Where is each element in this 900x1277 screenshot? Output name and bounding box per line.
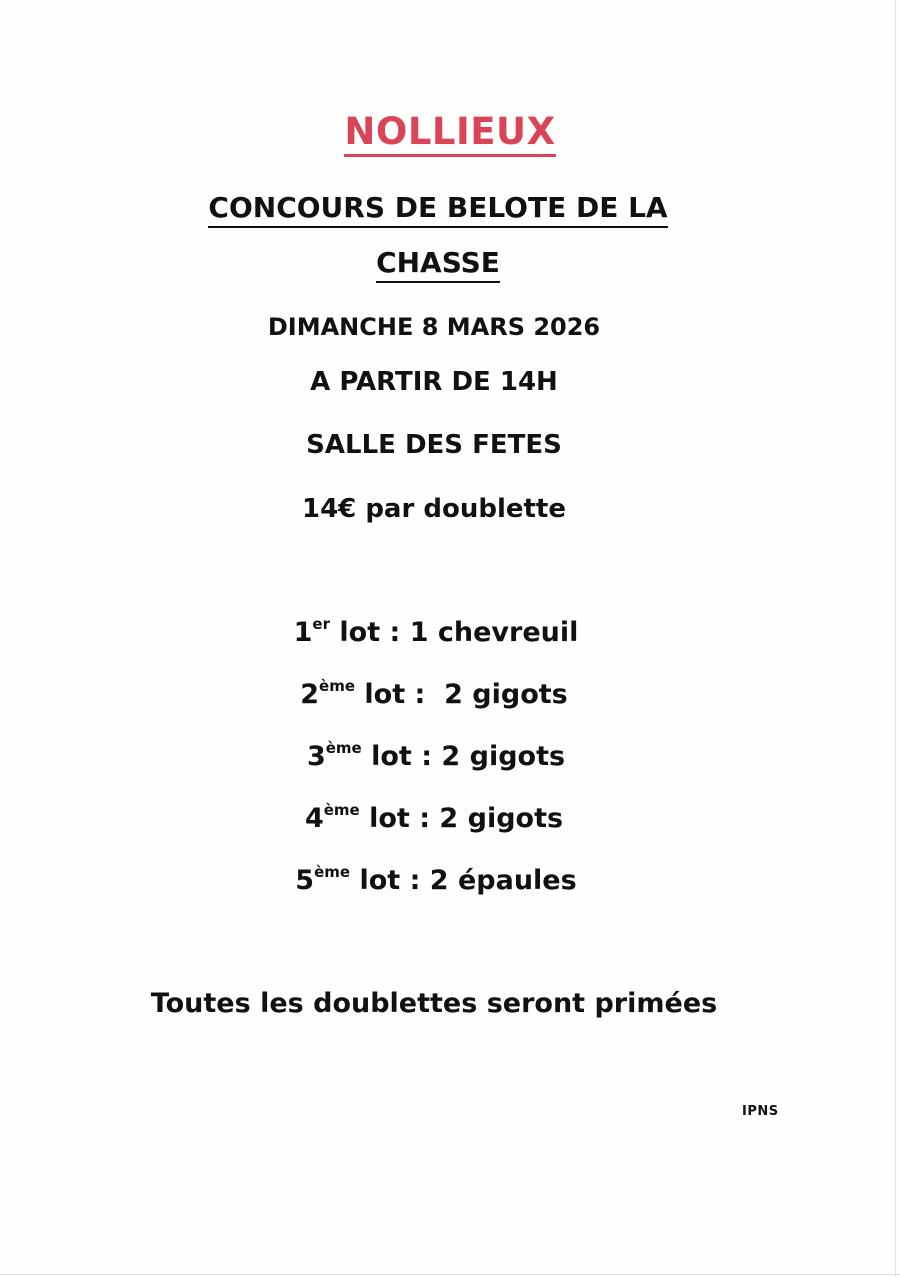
prize-rank-suffix: er [312, 615, 330, 633]
event-date: DIMANCHE 8 MARS 2026 [267, 313, 601, 341]
town-name-heading [0, 110, 900, 157]
prize-item [0, 803, 884, 834]
prize-description: lot : 2 gigots [361, 741, 566, 772]
paper-edge-bottom [0, 1274, 900, 1275]
prize-rank-suffix: ème [323, 801, 360, 819]
event-venue: SALLE DES FETES [306, 430, 562, 460]
prize-rank: 4 [304, 803, 324, 834]
prize-rank: 2 [300, 679, 320, 710]
prize-rank-suffix: ème [325, 739, 362, 757]
event-title-text-1: CONCOURS DE BELOTE DE LA [208, 190, 667, 228]
prize-rank: 3 [306, 741, 326, 772]
ipns-legal-mention: IPNS [742, 1104, 779, 1119]
event-title-line-1 [0, 190, 888, 228]
prize-item [0, 741, 886, 772]
event-title-line-2 [0, 245, 888, 283]
paper-edge-right [895, 0, 896, 1277]
prize-rank: 1 [293, 617, 313, 648]
entry-price: 14€ par doublette [302, 494, 566, 524]
prize-description: lot : 2 gigots [359, 803, 564, 834]
prize-description: lot : 2 épaules [350, 865, 577, 896]
town-name: NOLLIEUX [344, 110, 555, 157]
prize-item [0, 679, 884, 710]
prize-item [0, 865, 886, 896]
prize-item [0, 617, 886, 648]
event-title-text-2: CHASSE [376, 245, 500, 283]
prize-description: lot : 2 gigots [355, 679, 568, 710]
prize-rank-suffix: ème [319, 677, 356, 695]
all-teams-rewarded-note: Toutes les doublettes seront primées [150, 988, 718, 1019]
prize-rank: 5 [295, 865, 315, 896]
event-time: A PARTIR DE 14H [310, 367, 558, 397]
prize-rank-suffix: ème [314, 863, 351, 881]
prize-description: lot : 1 chevreuil [329, 617, 579, 648]
